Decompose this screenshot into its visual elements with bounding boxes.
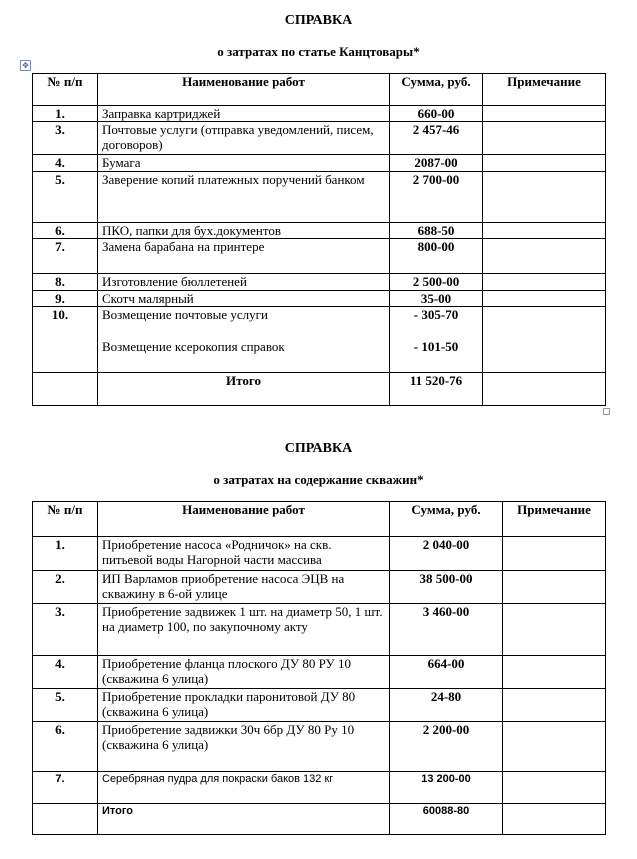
- row-name: Почтовые услуги (отправка уведомлений, писем, договоров): [98, 122, 390, 155]
- row-number: 3.: [33, 604, 98, 656]
- row-sum: 664-00: [390, 656, 503, 689]
- table-move-icon[interactable]: ✥: [20, 60, 31, 71]
- row-number: 7.: [33, 772, 98, 804]
- table-row: [33, 155, 606, 172]
- total-sum: 60088-80: [390, 804, 503, 835]
- row-sum: 660-00: [390, 106, 483, 122]
- total-sum: 11 520-76: [390, 373, 483, 406]
- row-sum: 13 200-00: [390, 772, 503, 804]
- row-name: ИП Варламов приобретение насоса ЭЦВ на скважину в 6-ой улице: [98, 571, 390, 604]
- header-note: Примечание: [483, 74, 606, 106]
- table-header-row: [33, 74, 606, 106]
- row-note: [483, 172, 606, 223]
- row-number: 4.: [33, 656, 98, 689]
- row-name: Приобретение задвижки 30ч 6бр ДУ 80 Ру 10 (скважина 6 улица): [98, 722, 390, 772]
- row-sum-line-a: - 305-70: [413, 307, 459, 322]
- table-row: [33, 274, 606, 291]
- doc1-table: [32, 73, 606, 406]
- row-sum: 24-80: [390, 689, 503, 722]
- row-name-line-b: Возмещение ксерокопия справок: [102, 339, 285, 354]
- header-number: № п/п: [33, 502, 98, 537]
- doc2-subtitle: о затратах на содержание скважин*: [213, 472, 424, 487]
- header-number: № п/п: [33, 74, 98, 106]
- table-row: [33, 223, 606, 239]
- row-sum: 2087-00: [390, 155, 483, 172]
- table-header-row: [33, 502, 606, 537]
- row-note: [503, 656, 606, 689]
- row-number: 4.: [33, 155, 98, 172]
- row-number: 6.: [33, 223, 98, 239]
- row-name: Приобретение прокладки паронитовой ДУ 80 (скважина 6 улица): [98, 689, 390, 722]
- header-sum: Сумма, руб.: [390, 74, 483, 106]
- total-row: [33, 373, 606, 406]
- row-name: Скотч малярный: [98, 291, 390, 307]
- header-note: Примечание: [503, 502, 606, 537]
- row-name: Изготовление бюллетеней: [98, 274, 390, 291]
- row-sum: 800-00: [390, 239, 483, 274]
- doc2-title: СПРАВКА: [284, 441, 353, 456]
- row-name: Приобретение фланца плоского ДУ 80 РУ 10 (скважина 6 улица): [98, 656, 390, 689]
- row-sum: [390, 307, 483, 373]
- total-row: [33, 804, 606, 835]
- row-note: [503, 689, 606, 722]
- row-sum: 2 500-00: [390, 274, 483, 291]
- row-name: ПКО, папки для бух.документов: [98, 223, 390, 239]
- row-number: 7.: [33, 239, 98, 274]
- row-name: Заверение копий платежных поручений банком: [98, 172, 390, 223]
- row-name: Серебряная пудра для покраски баков 132 кг: [98, 772, 390, 804]
- table-row: [33, 772, 606, 804]
- row-sum: 2 457-46: [390, 122, 483, 155]
- header-sum: Сумма, руб.: [390, 502, 503, 537]
- doc2-table: [32, 501, 606, 835]
- table-row: [33, 106, 606, 122]
- row-note: [483, 122, 606, 155]
- row-number: 1.: [33, 537, 98, 571]
- row-note: [503, 772, 606, 804]
- table-row: [33, 239, 606, 274]
- table-resize-handle[interactable]: [603, 408, 610, 415]
- row-number: 6.: [33, 722, 98, 772]
- row-note: [483, 106, 606, 122]
- table-row: [33, 307, 606, 373]
- row-name: [98, 307, 390, 373]
- table-row: [33, 571, 606, 604]
- doc1-subtitle: о затратах по статье Канцтовары*: [217, 44, 420, 59]
- doc1-title: СПРАВКА: [284, 13, 353, 28]
- table-row: [33, 689, 606, 722]
- row-note: [503, 604, 606, 656]
- row-name: Замена барабана на принтере: [98, 239, 390, 274]
- table-row: [33, 172, 606, 223]
- row-note: [503, 571, 606, 604]
- table-row: [33, 537, 606, 571]
- row-note: [483, 223, 606, 239]
- row-note: [483, 274, 606, 291]
- row-note: [483, 307, 606, 373]
- row-sum: 3 460-00: [390, 604, 503, 656]
- table-row: [33, 122, 606, 155]
- row-note: [483, 239, 606, 274]
- row-number: 5.: [33, 172, 98, 223]
- row-number: 2.: [33, 571, 98, 604]
- row-number: 1.: [33, 106, 98, 122]
- row-note: [503, 722, 606, 772]
- row-number: 5.: [33, 689, 98, 722]
- row-sum: 38 500-00: [390, 571, 503, 604]
- row-note: [503, 537, 606, 571]
- row-name: Приобретение задвижек 1 шт. на диаметр 50, 1 шт. на диаметр 100, по закупочному акту: [98, 604, 390, 656]
- row-number: 8.: [33, 274, 98, 291]
- row-sum: 35-00: [390, 291, 483, 307]
- row-number: 3.: [33, 122, 98, 155]
- row-name: Приобретение насоса «Родничок» на скв. питьевой воды Нагорной части массива: [98, 537, 390, 571]
- total-label: Итого: [98, 804, 390, 835]
- row-sum: 2 200-00: [390, 722, 503, 772]
- row-sum-line-b: - 101-50: [413, 339, 459, 354]
- row-note: [483, 155, 606, 172]
- total-label: Итого: [98, 373, 390, 406]
- table-row: [33, 656, 606, 689]
- header-name: Наименование работ: [98, 502, 390, 537]
- row-number: 10.: [33, 307, 98, 373]
- row-note: [483, 291, 606, 307]
- row-number: 9.: [33, 291, 98, 307]
- table-row: [33, 722, 606, 772]
- row-name: Заправка картриджей: [98, 106, 390, 122]
- row-sum: 2 040-00: [390, 537, 503, 571]
- row-sum: 2 700-00: [390, 172, 483, 223]
- row-name: Бумага: [98, 155, 390, 172]
- header-name: Наименование работ: [98, 74, 390, 106]
- row-name-line-a: Возмещение почтовые услуги: [102, 307, 268, 322]
- table-row: [33, 604, 606, 656]
- row-sum: 688-50: [390, 223, 483, 239]
- table-row: [33, 291, 606, 307]
